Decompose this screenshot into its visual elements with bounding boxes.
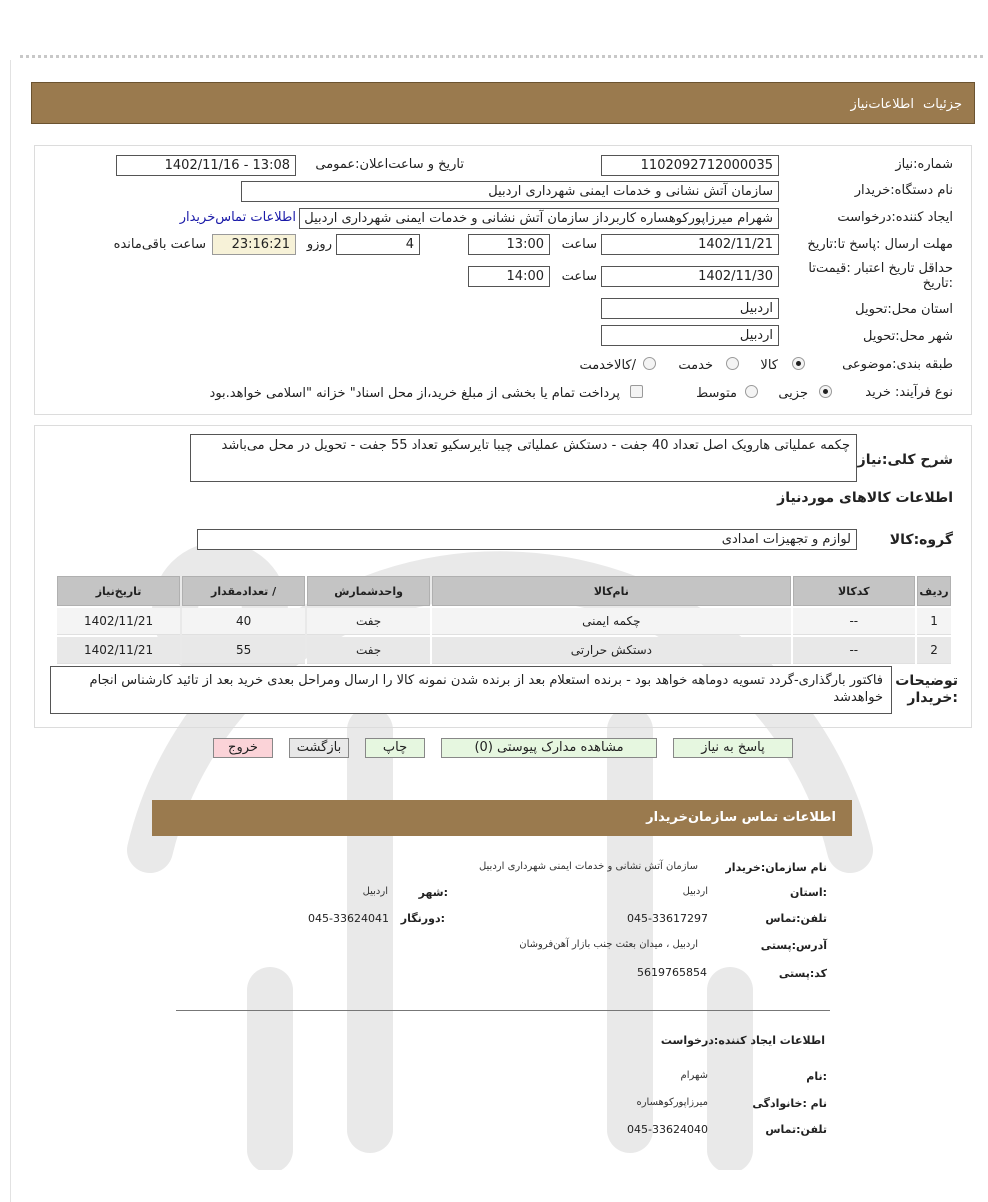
contact-phone-value: 045-33617297 xyxy=(627,912,708,925)
col-goods-name: نام‌کالا xyxy=(432,576,790,606)
contact-postal-label: کد:پستی xyxy=(778,967,827,980)
org-name-value: سازمان آتش نشانی و خدمات ایمنی شهرداری اردبیل xyxy=(478,861,698,872)
days-field: 4 xyxy=(336,234,420,255)
category-service-label: خدمت xyxy=(678,358,713,373)
contact-address-label: آدرس:پستی xyxy=(760,939,827,952)
contact-province-label: :استان xyxy=(790,886,827,899)
creator-phone-label: تلفن:تماس xyxy=(765,1123,827,1136)
page-left-border xyxy=(10,60,11,1202)
cell-goods-name: دستکش حرارتی xyxy=(432,637,790,664)
validity-label: حداقل تاریخ اعتبار :قیمت‌تا :تاریخ xyxy=(808,261,953,291)
print-button[interactable]: چاپ xyxy=(365,738,425,758)
need-number-field: 1102092712000035 xyxy=(601,155,779,176)
buyer-contact-title: اطلاعات تماس سازمان‌خریدار xyxy=(646,810,836,825)
goods-group-label: گروه:کالا xyxy=(889,532,953,548)
validity-date-field: 1402/11/30 xyxy=(601,266,779,287)
creator-family-value: میرزاپورکوهساره xyxy=(636,1097,708,1108)
cell-quantity: 55 xyxy=(182,637,305,664)
delivery-city-field: اردبیل xyxy=(601,325,779,346)
contact-postal-value: 5619765854 xyxy=(637,966,707,979)
delivery-province-label: استان محل:تحویل xyxy=(855,302,953,317)
goods-info-heading: اطلاعات کالاهای موردنیاز xyxy=(777,490,953,506)
cell-goods-code: -- xyxy=(793,608,915,635)
category-service-radio[interactable] xyxy=(726,357,739,370)
buyer-notes-field: فاکتور بارگذاری-گردد تسویه دوماهه خواهد بود - برنده استعلام بعد از برنده شدن نمونه کالا را ارسال ومراحل بعدی خرید بعد از تائید کارشناس انجام خواهدشد xyxy=(50,666,892,714)
buyer-org-label: نام دستگاه:خریدار xyxy=(854,183,953,198)
process-medium-label: متوسط xyxy=(696,386,737,401)
goods-group-field: لوازم و تجهیزات امدادی xyxy=(197,529,857,550)
org-name-label: نام سازمان:خریدار xyxy=(725,861,827,874)
creator-phone-value: 045-33624040 xyxy=(627,1123,708,1136)
cell-row-number: 1 xyxy=(917,608,951,635)
validity-hour-field: 14:00 xyxy=(468,266,550,287)
cell-quantity: 40 xyxy=(182,608,305,635)
creator-label: ایجاد کننده:درخواست xyxy=(837,210,953,225)
cell-goods-code: -- xyxy=(793,637,915,664)
table-row xyxy=(57,637,951,664)
buyer-notes-label: توضیحات :خریدار xyxy=(895,673,958,706)
days-label: روزو xyxy=(306,237,332,252)
process-type-label: نوع فرآیند: خرید xyxy=(865,385,953,400)
category-goods-radio[interactable] xyxy=(792,357,805,370)
deadline-date-field: 1402/11/21 xyxy=(601,234,779,255)
process-medium-radio[interactable] xyxy=(745,385,758,398)
contact-city-label: :شهر xyxy=(418,886,448,899)
cell-unit: جفت xyxy=(307,637,430,664)
creator-name-value: شهرام xyxy=(680,1070,708,1081)
deadline-label: مهلت ارسال :پاسخ تا:تاریخ xyxy=(807,237,953,252)
exit-button[interactable]: خروج xyxy=(213,738,273,758)
deadline-hour-field: 13:00 xyxy=(468,234,550,255)
creator-family-label: نام :خانوادگی xyxy=(752,1097,827,1110)
col-row-number: ردیف xyxy=(917,576,951,606)
table-row xyxy=(57,608,951,635)
buyer-contact-link[interactable]: اطلاعات تماس‌خریدار xyxy=(179,210,296,225)
treasury-payment-text: پرداخت تمام یا بخشی از مبلغ خرید،از محل اسناد" خزانه "اسلامی خواهد.بود xyxy=(209,386,620,401)
tab-details[interactable]: جزئیات xyxy=(923,97,962,112)
remaining-time-label: ساعت باقی‌مانده xyxy=(113,237,206,252)
col-need-date: تاریخ‌نیاز xyxy=(57,576,180,606)
delivery-city-label: شهر محل:تحویل xyxy=(863,329,953,344)
creator-info-heading: اطلاعات ایجاد کننده:درخواست xyxy=(660,1034,825,1047)
remaining-time-field: 23:16:21 xyxy=(212,234,296,255)
contact-phone-label: تلفن:تماس xyxy=(765,912,827,925)
top-dotted-divider xyxy=(20,55,983,58)
buyer-contact-header xyxy=(152,800,852,836)
back-button[interactable]: بازگشت xyxy=(289,738,349,758)
col-quantity: / تعدادمقدار xyxy=(182,576,305,606)
col-unit: واحدشمارش xyxy=(307,576,430,606)
cell-row-number: 2 xyxy=(917,637,951,664)
contact-address-value: اردبیل ، میدان بعثت جنب بازار آهن‌فروشان xyxy=(519,939,698,950)
contact-divider xyxy=(176,1010,830,1011)
contact-province-value: اردبیل xyxy=(682,886,708,897)
process-partial-radio[interactable] xyxy=(819,385,832,398)
buyer-org-field: سازمان آتش نشانی و خدمات ایمنی شهرداری اردبیل xyxy=(241,181,779,202)
reply-button[interactable]: پاسخ به نیاز xyxy=(673,738,793,758)
cell-goods-name: چکمه ایمنی xyxy=(432,608,790,635)
contact-fax-label: :دورنگار xyxy=(400,912,445,925)
category-goods-label: کالا xyxy=(760,358,778,373)
summary-field: چکمه عملیاتی هارویک اصل تعداد 40 جفت - دستکش عملیاتی چیبا تایرسکیو تعداد 55 جفت - تحویل در محل می‌باشد xyxy=(190,434,857,482)
creator-name-label: :نام xyxy=(806,1070,827,1083)
contact-city-value: اردبیل xyxy=(362,886,388,897)
summary-label: شرح کلی:نیاز xyxy=(857,452,953,468)
category-label: طبقه بندی:موضوعی xyxy=(842,357,953,372)
cell-need-date: 1402/11/21 xyxy=(57,637,180,664)
deadline-hour-label: ساعت xyxy=(561,237,597,252)
need-number-label: شماره:نیاز xyxy=(895,157,953,172)
category-both-radio[interactable] xyxy=(643,357,656,370)
treasury-payment-checkbox[interactable] xyxy=(630,385,643,398)
view-attachments-button[interactable]: مشاهده مدارک پیوستی (0) xyxy=(441,738,657,758)
process-partial-label: جزیی xyxy=(778,386,808,401)
delivery-province-field: اردبیل xyxy=(601,298,779,319)
creator-field: شهرام میرزاپورکوهساره کاربرداز سازمان آتش نشانی و خدمات ایمنی شهرداری اردبیل xyxy=(299,208,779,229)
announce-date-label: تاریخ و ساعت‌اعلان:عمومی xyxy=(315,157,464,172)
contact-fax-value: 045-33624041 xyxy=(308,912,389,925)
col-goods-code: کدکالا xyxy=(793,576,915,606)
announce-date-field: 1402/11/16 - 13:08 xyxy=(116,155,296,176)
page-header-bar xyxy=(31,82,975,124)
goods-table xyxy=(55,574,953,666)
category-both-label: /کالاخدمت xyxy=(579,358,636,373)
cell-unit: جفت xyxy=(307,608,430,635)
tab-need-info[interactable]: اطلاعات‌نیاز xyxy=(850,97,914,112)
cell-need-date: 1402/11/21 xyxy=(57,608,180,635)
validity-hour-label: ساعت xyxy=(561,269,597,284)
